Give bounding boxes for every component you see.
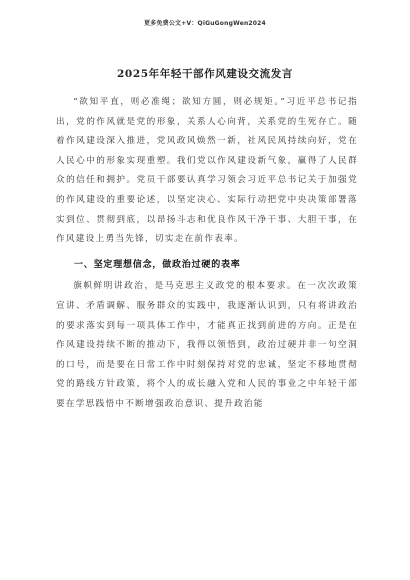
header-note: 更多免费公文+V：QiGuGongWen2024 <box>144 20 266 27</box>
intro-paragraph: “欲知平直，则必准绳；欲知方圆，则必规矩。”习近平总书记指出，党的作风就是党的形象，关系人心向背，关系党的生死存亡。随着作风建设深入推进，党风政风焕然一新，社风民风持续向好，党在人民心中的形象实现重塑。我们党以作风建设新气象，赢得了人民群众的信任和拥护。党员干部要认真学习领会习近平总书记关于加强党的作风建设的重要论述，以坚定决心、实际行动把党中央决策部署落实到位、贯彻到底，以昂扬斗志和优良作风干净干事、大胆干事，在作风建设上勇当先锋，切实走在前作表率。 <box>56 97 358 245</box>
section-heading: 一、坚定理想信念，做政治过硬的表率 <box>74 259 241 270</box>
document-title: 2025年年轻干部作风建设交流发言 <box>117 68 293 80</box>
document-body <box>56 93 358 415</box>
section-paragraph: 旗帜鲜明讲政治，是马克思主义政党的根本要求。在一次次政策宣讲、矛盾调解、服务群众的实践中，我逐渐认识到，只有将讲政治的要求落实到每一项具体工作中，才能真正找到前进的方向。正是在作风建设持续不断的推动下，我得以领悟到，政治过硬并非一句空洞的口号，而是要在日常工作中时刻保持对党的忠诚，坚定不移地贯彻党的路线方针政策，将个人的成长融入党和人民的事业之中年轻干部要在学思践悟中不断增强政治意识、提升政治能 <box>56 281 358 409</box>
